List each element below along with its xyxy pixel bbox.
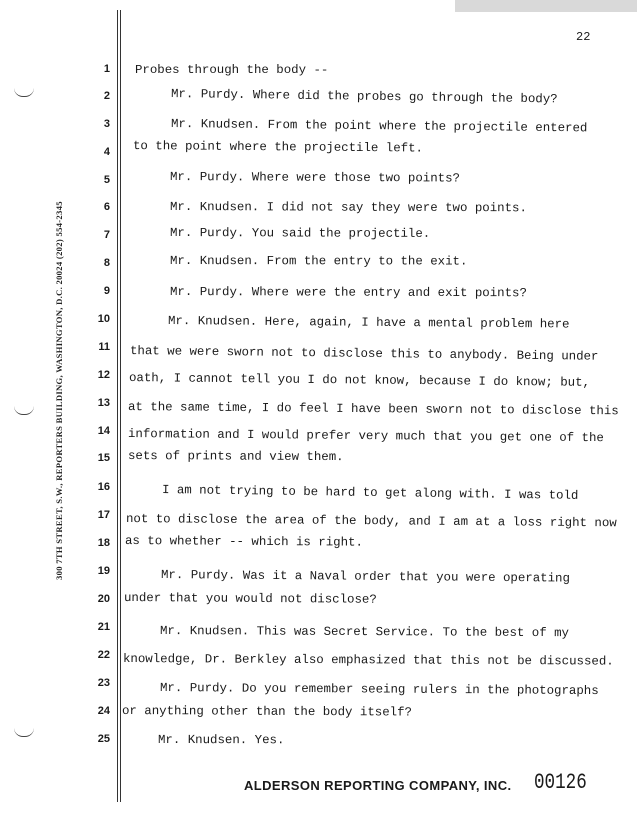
line-number: 24: [97, 705, 110, 717]
transcript-line: to the point where the projectile left.: [132, 139, 424, 156]
transcript-line: sets of prints and view them.: [127, 449, 344, 465]
line-number: 15: [97, 452, 110, 464]
page-number: 22: [576, 30, 591, 44]
line-number: 1: [103, 63, 110, 75]
footer-company: ALDERSON REPORTING COMPANY, INC.: [244, 778, 512, 793]
line-number: 14: [97, 425, 110, 437]
line-number: 18: [97, 537, 110, 549]
line-number: 4: [103, 146, 110, 158]
line-number: 11: [98, 341, 110, 353]
line-number: 7: [103, 229, 110, 241]
binder-hole-mark: [14, 88, 34, 97]
line-number: 17: [97, 509, 110, 521]
transcript-line: under that you would not disclose?: [123, 591, 377, 607]
transcript-line: I am not trying to be hard to get along with. I was told: [161, 483, 579, 503]
line-number: 16: [97, 481, 110, 493]
transcript-line: or anything other than the body itself?: [121, 704, 413, 720]
transcript-line: Mr. Purdy. Where did the probes go through the body?: [170, 87, 558, 107]
line-number: 9: [103, 285, 110, 297]
line-number: 12: [97, 369, 110, 381]
line-number: 19: [97, 565, 110, 577]
transcript-line: Probes through the body --: [135, 63, 329, 77]
transcript-line: not to disclose the area of the body, and I am at a loss right now: [125, 512, 617, 531]
line-number: 13: [97, 397, 110, 409]
transcript-line: Mr. Purdy. Where were the entry and exit points?: [169, 285, 527, 301]
transcript-line: Mr. Knudsen. Here, again, I have a mental problem here: [167, 314, 570, 332]
line-number: 6: [103, 201, 110, 213]
transcript-line: Mr. Knudsen. From the entry to the exit.: [169, 254, 468, 269]
line-number: 20: [97, 593, 110, 605]
line-number: 21: [97, 621, 110, 633]
transcript-line: oath, I cannot tell you I do not know, because I do know; but,: [128, 371, 591, 390]
binder-hole-mark: [14, 406, 34, 415]
reporter-address: 300 7TH STREET, S.W., REPORTERS BUILDING, WASHINGTON, D.C. 20024 (202) 554-2345: [54, 201, 64, 580]
transcript-line: at the same time, I do feel I have been sworn not to disclose this: [127, 400, 619, 419]
transcript-line: Mr. Knudsen. This was Secret Service. To the best of my: [159, 624, 569, 641]
transcript-line: Mr. Knudsen. From the point where the projectile entered: [170, 117, 588, 136]
line-number: 8: [103, 257, 110, 269]
line-number: 2: [103, 90, 110, 102]
margin-rule: [120, 10, 121, 802]
transcript-line: Mr. Purdy. You said the projectile.: [169, 226, 431, 241]
line-number: 25: [97, 733, 110, 745]
line-number: 22: [97, 649, 110, 661]
transcript-line: Mr. Purdy. Was it a Naval order that you were operating: [160, 568, 571, 586]
scan-edge: [455, 0, 637, 12]
transcript-line: that we were sworn not to disclose this to anybody. Being under: [129, 344, 599, 364]
line-number: 3: [103, 118, 110, 130]
line-number: 23: [97, 677, 110, 689]
transcript-line: Mr. Purdy. Do you remember seeing rulers in the photographs: [159, 681, 599, 699]
transcript-line: knowledge, Dr. Berkley also emphasized that this not be discussed.: [122, 652, 614, 669]
margin-rule: [117, 10, 118, 802]
transcript-line: Mr. Knudsen. I did not say they were two points.: [169, 200, 527, 216]
binder-hole-mark: [14, 728, 34, 737]
transcript-line: as to whether -- which is right.: [124, 534, 363, 550]
line-number: 10: [97, 313, 110, 325]
bates-stamp: 00126: [534, 770, 587, 795]
line-number: 5: [103, 174, 110, 186]
transcript-line: Mr. Knudsen. Yes.: [157, 733, 285, 748]
transcript-line: information and I would prefer very much that you get one of the: [127, 427, 604, 446]
transcript-line: Mr. Purdy. Where were those two points?: [169, 170, 461, 186]
